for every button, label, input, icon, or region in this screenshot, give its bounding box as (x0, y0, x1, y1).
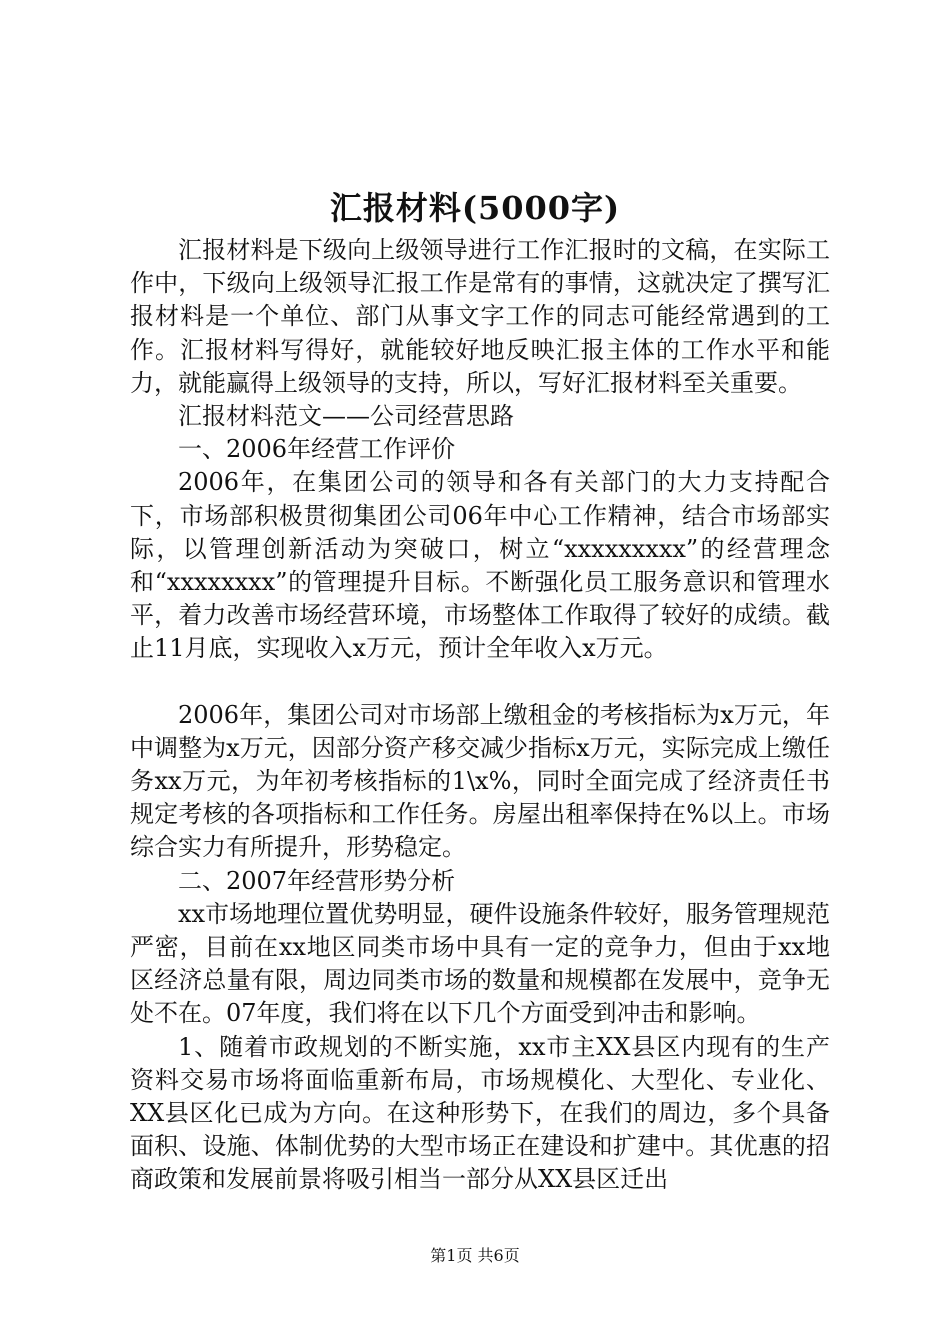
paragraph-sample-heading: 汇报材料范文——公司经营思路 (178, 402, 514, 431)
document-body (130, 234, 830, 1197)
paragraph-intro: 汇报材料是下级向上级领导进行工作汇报时的文稿，在实际工作中，下级向上级领导汇报工作是常有的事情，这就决定了撰写汇报材料是一个单位、部门从事文字工作的同志可能经常遇到的工作。汇报材料写得好，就能较好地反映汇报主体的工作水平和能力，就能赢得上级领导的支持，所以，写好汇报材料至关重要。 (130, 236, 830, 397)
paragraph-point-1: 1、随着市政规划的不断实施，xx市主XX县区内现有的生产资料交易市场将面临重新布局，市场规模化、大型化、专业化、XX县区化已成为方向。在这种形势下，在我们的周边，多个具备面积、设施、体制优势的大型市场正在建设和扩建中。其优惠的招商政策和发展前景将吸引相当一部分从XX县区迁出 (130, 1032, 830, 1194)
paragraph-2006-rent: 2006年，集团公司对市场部上缴租金的考核指标为x万元，年中调整为x万元，因部分资产移交减少指标x万元，实际完成上缴任务xx万元，为年初考核指标的1\x%，同时全面完成了经济责任书规定考核的各项指标和工作任务。房屋出租率保持在%以上。市场综合实力有所提升，形势稳定。 (130, 700, 830, 862)
paragraph-2006-review: 2006年，在集团公司的领导和各有关部门的大力支持配合下，市场部积极贯彻集团公司06年中心工作精神，结合市场部实际，以管理创新活动为突破口，树立“xxxxxxxxx”的经营理念和“xxxxxxxx”的管理提升目标。不断强化员工服务意识和管理水平，着力改善市场经营环境，市场整体工作取得了较好的成绩。截止11月底，实现收入x万元，预计全年收入x万元。 (130, 468, 830, 663)
document-title: 汇报材料(5000字) (329, 189, 621, 227)
page-footer: 第1页 共6页 (430, 1246, 520, 1265)
section-heading-2007: 二、2007年经营形势分析 (178, 866, 456, 895)
paragraph-market-position: xx市场地理位置优势明显，硬件设施条件较好，服务管理规范严密，目前在xx地区同类市场中具有一定的竞争力，但由于xx地区经济总量有限，周边同类市场的数量和规模都在发展中，竞争无处不在。07年度，我们将在以下几个方面受到冲击和影响。 (130, 899, 830, 1028)
section-heading-2006: 一、2006年经营工作评价 (178, 435, 456, 464)
